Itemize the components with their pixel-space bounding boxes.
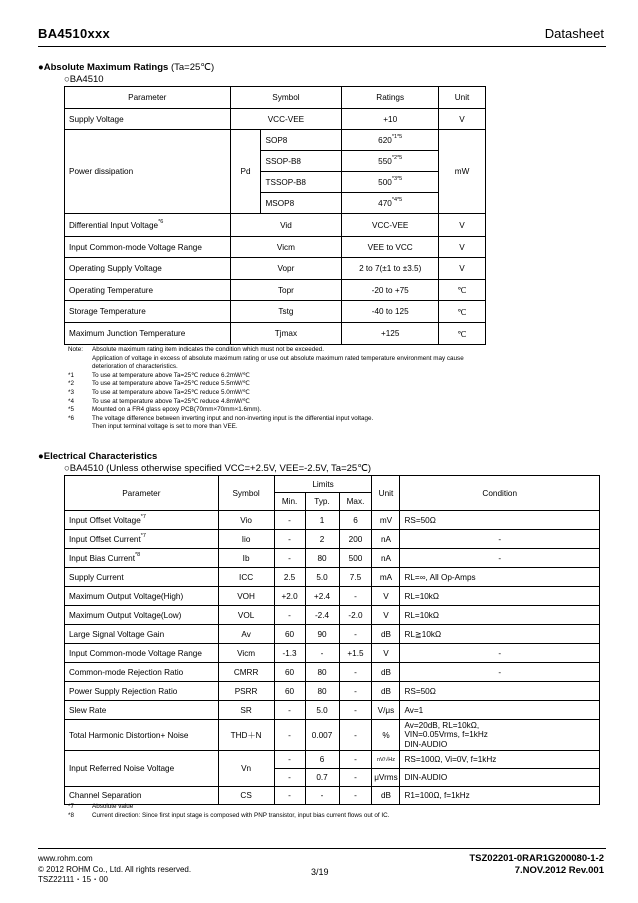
min-cell: -	[274, 549, 305, 568]
symbol-cell: PSRR	[218, 682, 274, 701]
param-cell: Differential Input Voltage$^{*6}$	[65, 214, 231, 237]
symbol-cell: Tjmax	[230, 323, 342, 345]
unit-cell: V	[439, 258, 486, 280]
table-row	[65, 549, 600, 568]
unit-cell: dB	[372, 625, 400, 644]
note-line: *2 To use at temperature above Ta=25℃ reduce 5.5mW/℃	[68, 380, 250, 388]
unit-cell: %	[372, 720, 400, 751]
table-row	[65, 701, 600, 720]
unit-cell: dB	[372, 787, 400, 805]
typ-cell: -	[305, 787, 339, 805]
param-cell: Total Harmonic Distortion+ Noise	[65, 720, 219, 751]
rating-cell: 2 to 7(±1 to ±3.5)	[342, 258, 439, 280]
condition-cell: -	[400, 644, 600, 663]
doc-number: TSZ02201-0RAR1G200080-1-2	[469, 853, 604, 864]
rating-cell: $620^{*1*5}$	[342, 130, 439, 151]
rating-cell: $500^{*3*5}$	[342, 172, 439, 193]
table-row	[65, 258, 486, 280]
ec-table	[64, 475, 600, 805]
symbol-cell: Tstg	[230, 301, 342, 323]
min-cell: 60	[274, 682, 305, 701]
rating-cell: $470^{*4*5}$	[342, 193, 439, 214]
symbol-cell: Vicm	[230, 237, 342, 258]
unit-cell: nA	[372, 549, 400, 568]
col-header-limits: Limits	[274, 476, 372, 493]
table-row	[65, 237, 486, 258]
unit-cell: mA	[372, 568, 400, 587]
rating-cell: VEE to VCC	[342, 237, 439, 258]
amr-subtitle: ○BA4510	[64, 74, 104, 85]
condition-cell: -	[400, 530, 600, 549]
unit-cell: V	[372, 587, 400, 606]
min-cell: -	[274, 511, 305, 530]
note-line: *4 To use at temperature above Ta=25℃ reduce 4.8mW/℃	[68, 397, 250, 405]
condition-cell: R1=100Ω, f=1kHz	[400, 787, 600, 805]
symbol-cell: CMRR	[218, 663, 274, 682]
param-cell: Input Offset Current$^{*7}$	[65, 530, 219, 549]
rating-cell: -40 to 125	[342, 301, 439, 323]
table-row	[65, 109, 486, 130]
min-cell: -	[274, 606, 305, 625]
min-cell: -	[274, 720, 305, 751]
amr-header-row	[65, 87, 486, 109]
ec-heading	[38, 451, 157, 462]
symbol-cell: VCC-VEE	[230, 109, 342, 130]
unit-cell: mW	[439, 130, 486, 214]
max-cell: -	[339, 625, 372, 644]
param-cell: Input Common-mode Voltage Range	[65, 644, 219, 663]
doc-type: Datasheet	[544, 26, 604, 41]
param-cell: Operating Supply Voltage	[65, 258, 231, 280]
condition-cell: -	[400, 549, 600, 568]
param-cell: Operating Temperature	[65, 280, 231, 301]
unit-cell: V	[439, 214, 486, 237]
rating-cell: $550^{*2*5}$	[342, 151, 439, 172]
table-row	[65, 720, 600, 751]
typ-cell: 80	[305, 682, 339, 701]
unit-cell: V	[439, 237, 486, 258]
bullet-icon: ●	[38, 451, 44, 462]
symbol-cell: VOH	[218, 587, 274, 606]
doc-date: 7.NOV.2012 Rev.001	[514, 865, 604, 876]
rating-cell: VCC-VEE	[342, 214, 439, 237]
min-cell: -	[274, 530, 305, 549]
max-cell: 7.5	[339, 568, 372, 587]
footer-url[interactable]: www.rohm.com	[38, 854, 93, 863]
table-row	[65, 323, 486, 345]
symbol-cell: Topr	[230, 280, 342, 301]
unit-cell: nV/√Hz	[372, 751, 400, 769]
max-cell: -	[339, 787, 372, 805]
rating-cell: +10	[342, 109, 439, 130]
unit-cell: mV	[372, 511, 400, 530]
min-cell: -	[274, 769, 305, 787]
typ-cell: 0.7	[305, 769, 339, 787]
unit-cell: ℃	[439, 323, 486, 345]
table-row	[65, 511, 600, 530]
param-cell: Input Offset Voltage$^{*7}$	[65, 511, 219, 530]
table-row	[65, 682, 600, 701]
note-line: *1 To use at temperature above Ta=25℃ reduce 6.2mW/℃	[68, 371, 250, 379]
symbol-cell: Vio	[218, 511, 274, 530]
typ-cell: 90	[305, 625, 339, 644]
note-line: deterioration of characteristics.	[92, 363, 178, 371]
page-number: 3/19	[311, 867, 329, 877]
col-header-min: Min.	[274, 493, 305, 511]
rating-cell: +125	[342, 323, 439, 345]
page-header	[38, 26, 604, 48]
max-cell: -	[339, 682, 372, 701]
note-line: *5 Mounted on a FR4 glass epoxy PCB(70mm×70mm×1.6mm).	[68, 406, 262, 414]
condition-cell: RL=10kΩ	[400, 606, 600, 625]
param-cell: Power Supply Rejection Ratio	[65, 682, 219, 701]
table-row	[65, 280, 486, 301]
unit-cell: V	[372, 606, 400, 625]
max-cell: -	[339, 769, 372, 787]
note-line: *6 The voltage difference between inverting input and non-inverting input is the differential input voltage.	[68, 414, 374, 422]
table-row	[65, 625, 600, 644]
header-divider	[38, 46, 606, 47]
unit-cell: V	[439, 109, 486, 130]
symbol-cell: ICC	[218, 568, 274, 587]
unit-cell: ℃	[439, 301, 486, 323]
param-cell: Input Bias Current$^{*8}$	[65, 549, 219, 568]
param-cell: Storage Temperature	[65, 301, 231, 323]
symbol-cell: VOL	[218, 606, 274, 625]
param-cell: Slew Rate	[65, 701, 219, 720]
max-cell: -	[339, 720, 372, 751]
note-line: *3 To use at temperature above Ta=25℃ reduce 5.0mW/℃	[68, 388, 250, 396]
ec-notes	[68, 803, 538, 820]
param-cell: Input Common-mode Voltage Range	[65, 237, 231, 258]
typ-cell: 6	[305, 751, 339, 769]
min-cell: -	[274, 751, 305, 769]
min-cell: 60	[274, 663, 305, 682]
min-cell: 60	[274, 625, 305, 644]
col-header-symbol: Symbol	[218, 476, 274, 511]
param-cell: Large Signal Voltage Gain	[65, 625, 219, 644]
unit-cell: ℃	[439, 280, 486, 301]
condition-cell: RS=50Ω	[400, 511, 600, 530]
symbol-cell: Vicm	[218, 644, 274, 663]
part-number: BA4510xxx	[38, 26, 111, 41]
table-row	[65, 663, 600, 682]
max-cell: 6	[339, 511, 372, 530]
package-cell: TSSOP-B8	[261, 172, 342, 193]
typ-cell: 5.0	[305, 568, 339, 587]
symbol-cell: Vopr	[230, 258, 342, 280]
col-header-unit: Unit	[372, 476, 400, 511]
min-cell: +2.0	[274, 587, 305, 606]
typ-cell: 1	[305, 511, 339, 530]
footer-code: TSZ22111・15・00	[38, 875, 108, 884]
unit-cell: dB	[372, 663, 400, 682]
max-cell: +1.5	[339, 644, 372, 663]
note-line: Application of voltage in excess of absolute maximum rating or use out absolute maximum rated temperature environment may cause	[92, 354, 464, 362]
col-header-symbol: Symbol	[230, 87, 342, 109]
note-line: *7 Absolute value	[68, 803, 134, 810]
amr-title: Absolute Maximum Ratings	[43, 62, 169, 73]
table-row	[65, 587, 600, 606]
typ-cell: +2.4	[305, 587, 339, 606]
unit-cell: nA	[372, 530, 400, 549]
symbol-cell: Pd	[230, 130, 261, 214]
footer-divider	[38, 848, 606, 849]
unit-cell: μVrms	[372, 769, 400, 787]
unit-cell: V/μs	[372, 701, 400, 720]
table-row	[65, 214, 486, 237]
amr-condition: (Ta=25℃)	[168, 62, 215, 73]
max-cell: 200	[339, 530, 372, 549]
col-header-typ: Typ.	[305, 493, 339, 511]
condition-cell: Av=1	[400, 701, 600, 720]
note-line: Note: Absolute maximum rating item indicates the condition which must not be exceeded.	[68, 346, 325, 353]
table-row	[65, 606, 600, 625]
footer-right	[469, 853, 604, 877]
condition-cell: Av=20dB, RL=10kΩ, VIN=0.05Vrms, f=1kHz DIN-AUDIO	[400, 720, 600, 751]
typ-cell: 5.0	[305, 701, 339, 720]
symbol-cell: Vid	[230, 214, 342, 237]
min-cell: 2.5	[274, 568, 305, 587]
param-cell: Supply Voltage	[65, 109, 231, 130]
table-row	[65, 644, 600, 663]
ec-title: Electrical Characteristics	[43, 451, 158, 462]
table-row	[65, 751, 600, 769]
max-cell: -	[339, 751, 372, 769]
symbol-cell: Ib	[218, 549, 274, 568]
col-header-condition: Condition	[400, 476, 600, 511]
bullet-icon: ●	[38, 62, 44, 73]
package-cell: MSOP8	[261, 193, 342, 214]
footer-copyright: © 2012 ROHM Co., Ltd. All rights reserved.	[38, 864, 192, 874]
package-cell: SOP8	[261, 130, 342, 151]
param-cell: Input Referred Noise Voltage	[65, 751, 219, 787]
typ-cell: -	[305, 644, 339, 663]
note-line: *8 Current direction: Since first input stage is composed with PNP transistor, input bias current flows out of IC.	[68, 811, 390, 819]
col-header-unit: Unit	[439, 87, 486, 109]
max-cell: -	[339, 663, 372, 682]
param-cell: Channel Separation	[65, 787, 219, 805]
symbol-cell: CS	[218, 787, 274, 805]
max-cell: -2.0	[339, 606, 372, 625]
rating-cell: -20 to +75	[342, 280, 439, 301]
col-header-parameter: Parameter	[65, 476, 219, 511]
table-row	[65, 130, 486, 151]
condition-cell: DIN-AUDIO	[400, 769, 600, 787]
condition-cell: RS=50Ω	[400, 682, 600, 701]
col-header-parameter: Parameter	[65, 87, 231, 109]
package-cell: SSOP-B8	[261, 151, 342, 172]
condition-cell: RS=100Ω, Vi=0V, f=1kHz	[400, 751, 600, 769]
typ-cell: 80	[305, 549, 339, 568]
note-line: Then input terminal voltage is set to more than VEE.	[92, 423, 238, 431]
param-cell: Maximum Output Voltage(Low)	[65, 606, 219, 625]
typ-cell: 80	[305, 663, 339, 682]
table-row	[65, 301, 486, 323]
symbol-cell: Av	[218, 625, 274, 644]
table-row	[65, 530, 600, 549]
symbol-cell: Vn	[218, 751, 274, 787]
footer-left	[38, 854, 191, 886]
max-cell: -	[339, 587, 372, 606]
condition-cell: -	[400, 663, 600, 682]
table-row	[65, 787, 600, 805]
param-cell: Power dissipation	[65, 130, 231, 214]
param-cell: Common-mode Rejection Ratio	[65, 663, 219, 682]
condition-cell: RL=10kΩ	[400, 587, 600, 606]
max-cell: 500	[339, 549, 372, 568]
symbol-cell: Iio	[218, 530, 274, 549]
param-cell: Maximum Output Voltage(High)	[65, 587, 219, 606]
param-cell: Maximum Junction Temperature	[65, 323, 231, 345]
col-header-ratings: Ratings	[342, 87, 439, 109]
unit-cell: dB	[372, 682, 400, 701]
unit-cell: V	[372, 644, 400, 663]
condition-cell: RL≧10kΩ	[400, 625, 600, 644]
condition-cell: RL=∞, All Op-Amps	[400, 568, 600, 587]
table-row	[65, 568, 600, 587]
typ-cell: 0.007	[305, 720, 339, 751]
symbol-cell: THD＋N	[218, 720, 274, 751]
min-cell: -	[274, 701, 305, 720]
amr-notes	[68, 346, 538, 432]
ec-subtitle: ○BA4510 (Unless otherwise specified VCC=+2.5V, VEE=-2.5V, Ta=25℃)	[64, 463, 372, 474]
max-cell: -	[339, 701, 372, 720]
param-cell: Supply Current	[65, 568, 219, 587]
amr-heading	[38, 62, 214, 73]
min-cell: -	[274, 787, 305, 805]
ec-header-row	[65, 476, 600, 493]
typ-cell: 2	[305, 530, 339, 549]
symbol-cell: SR	[218, 701, 274, 720]
min-cell: -1.3	[274, 644, 305, 663]
col-header-max: Max.	[339, 493, 372, 511]
typ-cell: -2.4	[305, 606, 339, 625]
amr-table	[64, 86, 486, 345]
